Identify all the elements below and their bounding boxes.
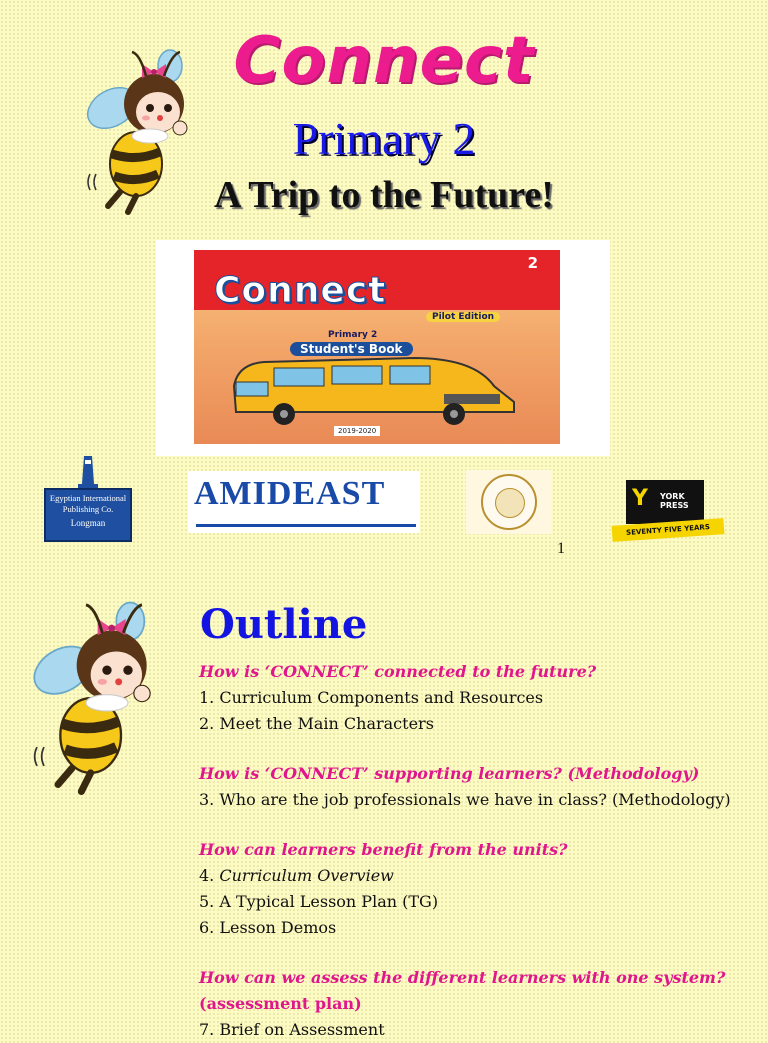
- york-y-mark: Y: [632, 486, 648, 511]
- york-press-logo: [612, 478, 724, 544]
- ministry-seal-logo: [466, 470, 552, 534]
- section-question: How can we assess the different learners with one system?: [199, 968, 726, 987]
- bee-mascot-image: [30, 597, 170, 797]
- amideast-wordmark: AMIDEAST: [194, 475, 386, 512]
- book-cover-image: [156, 240, 610, 456]
- list-item: 7. Brief on Assessment: [199, 1020, 385, 1039]
- list-item-italic-text: Curriculum Overview: [219, 866, 394, 885]
- slide-tagline: A Trip to the Future!: [214, 174, 554, 216]
- outline-title: Outline: [200, 601, 368, 648]
- list-item: 5. A Typical Lesson Plan (TG): [199, 892, 439, 911]
- cover-level: Primary 2: [328, 330, 378, 340]
- cover-edition: Pilot Edition: [426, 312, 500, 322]
- york-ribbon: SEVENTY FIVE YEARS: [612, 518, 725, 542]
- york-press-box: [626, 480, 704, 524]
- slide-title: Connect: [233, 24, 535, 98]
- amideast-arabic-mark: [196, 507, 416, 527]
- ministry-seal-icon: [481, 474, 537, 530]
- york-name-line1: YORK: [660, 492, 685, 501]
- york-press-name: [660, 492, 689, 510]
- list-item: [199, 863, 759, 889]
- list-item-number: 4.: [199, 866, 220, 885]
- eipc-text-box: [44, 488, 132, 542]
- lighthouse-icon: [74, 454, 102, 488]
- eipc-line3: Longman: [70, 518, 106, 528]
- section-question: How is ‘CONNECT’ supporting learners? (Methodology): [199, 764, 700, 783]
- slide-subtitle: Primary 2: [292, 113, 476, 164]
- cover-number: 2: [527, 254, 538, 272]
- eipc-longman-logo: [44, 454, 132, 542]
- list-item: 2. Meet the Main Characters: [199, 714, 434, 733]
- page-number: 1: [557, 540, 565, 557]
- eipc-line1: Egyptian International: [49, 493, 127, 503]
- section-question-note: (assessment plan): [199, 994, 362, 1013]
- cover-title: Connect: [214, 270, 387, 311]
- list-item: 1. Curriculum Components and Resources: [199, 688, 544, 707]
- outline-list: [199, 659, 759, 1043]
- york-name-line2: PRESS: [660, 501, 689, 510]
- list-item: 3. Who are the job professionals we have in class? (Methodology): [199, 790, 731, 809]
- list-item: 6. Lesson Demos: [199, 918, 337, 937]
- cover-year: 2019-2020: [334, 426, 380, 436]
- cover-book-type: Student's Book: [290, 342, 413, 356]
- eipc-line2: Publishing Co.: [62, 504, 114, 514]
- outline-slide: [0, 575, 768, 1039]
- section-question: How can learners benefit from the units?: [199, 840, 568, 859]
- section-question: How is ‘CONNECT’ connected to the future?: [199, 662, 597, 681]
- school-bus-icon: [224, 346, 524, 426]
- amideast-logo: [188, 471, 420, 533]
- book-cover: [194, 250, 560, 444]
